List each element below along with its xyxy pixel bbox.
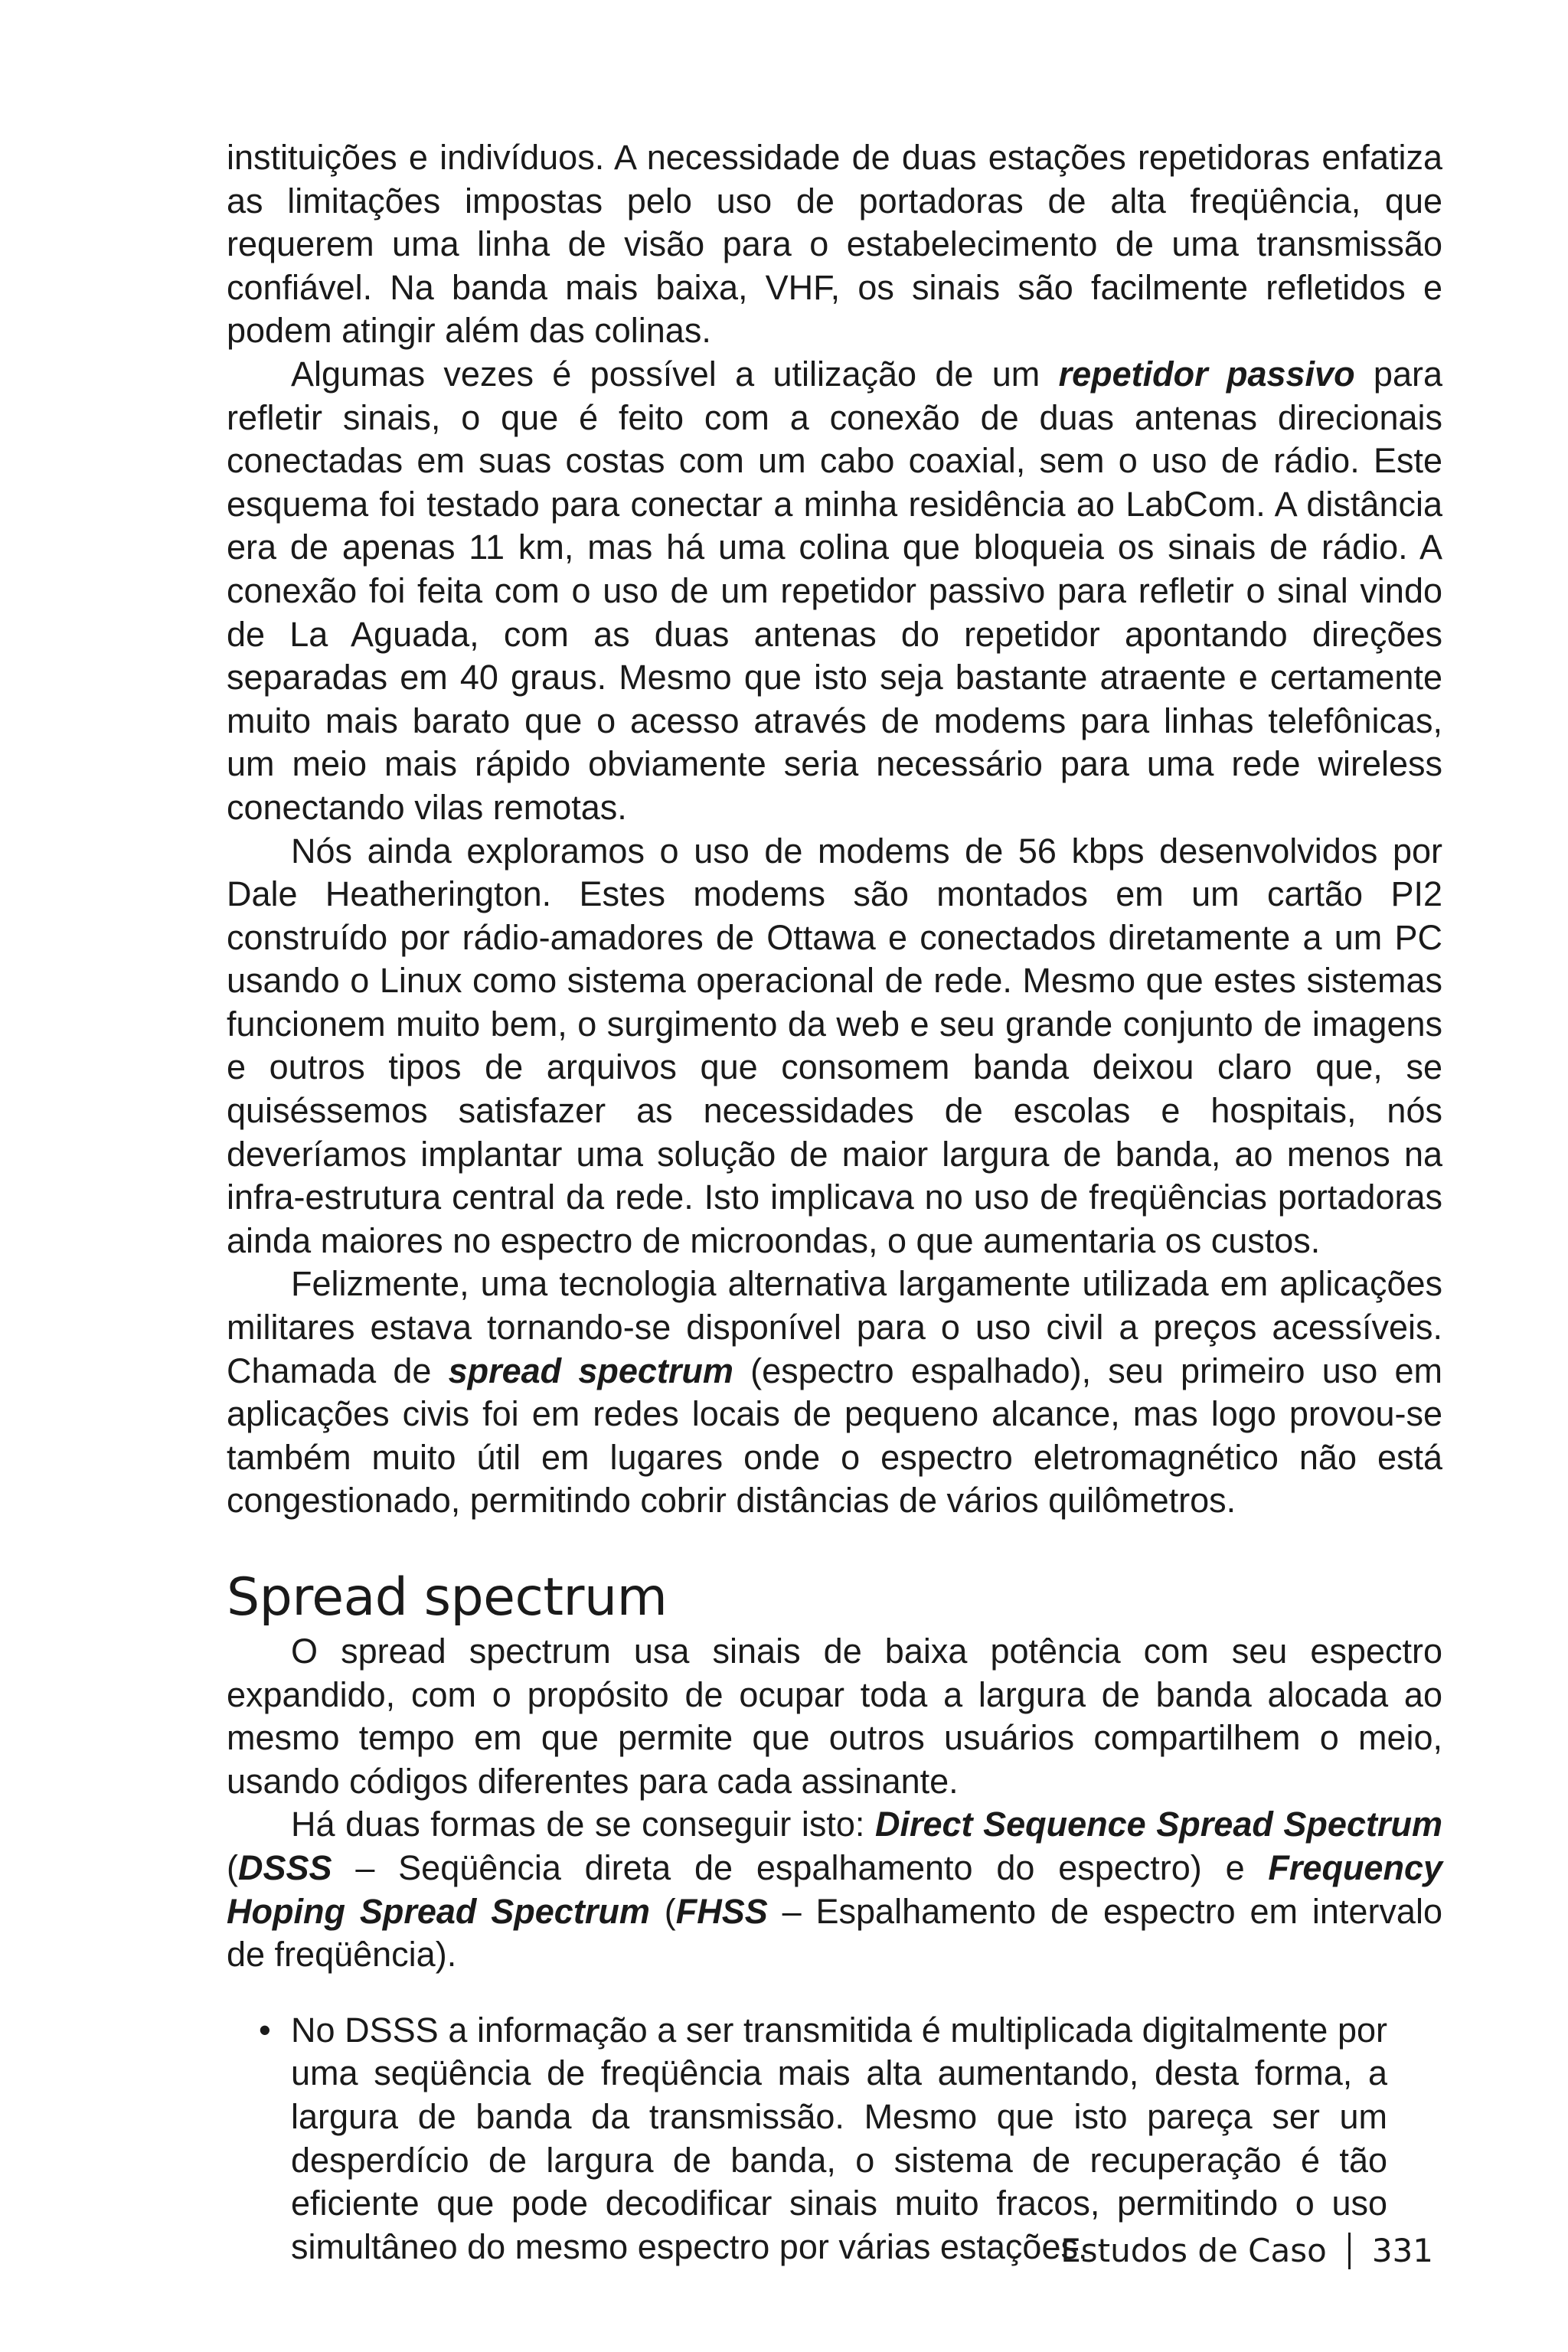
paragraph-6 <box>227 1803 1442 1976</box>
term-repetidor-passivo: repetidor passivo <box>1058 354 1355 394</box>
term-spread-spectrum: spread spectrum <box>448 1351 733 1390</box>
paragraph-5: O spread spectrum usa sinais de baixa potência com seu espectro expandido, com o propósito de ocupar toda a largura de banda alocada ao mesmo tempo em que permite que outros usuários compartilhem o meio, usando códigos diferentes para cada assinante. <box>227 1632 1442 1801</box>
paragraph-4 <box>227 1263 1442 1523</box>
paragraph-6-text-a: Há duas formas de se conseguir isto: <box>291 1805 875 1844</box>
paragraph-3: Nós ainda exploramos o uso de modems de 56 kbps desenvolvidos por Dale Heatherington. Estes modems são montados em um cartão PI2 construído por rádio-amadores de Ottawa e conectados diretamente a um PC usando o Linux como sistema operacional de rede. Mesmo que estes sistemas funcionem muito bem, o surgimento da web e seu grande conjunto de imagens e outros tipos de arquivos que consomem banda deixou claro que, se quiséssemos satisfazer as necessidades de escolas e hospitais, nós deveríamos implantar uma solução de maior largura de banda, ao menos na infra-estrutura central da rede. Isto implicava no uso de freqüências portadoras ainda maiores no espectro de microondas, o que aumentaria os custos. <box>227 831 1442 1260</box>
paragraph-6-text-e: – Seqüência direta de espalhamento do espectro) e <box>332 1847 1269 1887</box>
footer-divider <box>1348 2233 1351 2269</box>
page-footer <box>1060 2230 1433 2272</box>
paragraph-2 <box>227 353 1442 830</box>
term-fhss: FHSS <box>675 1891 768 1931</box>
paragraph-6-text-g: ( <box>649 1891 676 1931</box>
bullet-icon: • <box>259 2010 271 2050</box>
term-fhss-full: Frequency Hoping Spread Spectrum <box>227 1847 1442 1931</box>
paragraph-2-text-c: para refletir sinais, o que é feito com a conexão de duas antenas direcionais conectadas em suas costas com um cabo coaxial, sem o uso de rádio. Este esquema foi testado para conectar a minha residência ao LabCom. A distância era de apenas 11 km, mas há uma colina que bloqueia os sinais de rádio. A conexão foi feita com o uso de um repetidor passivo para refletir o sinal vindo de La Aguada, com as duas antenas do repetidor apontando direções separadas em 40 graus. Mesmo que isto seja bastante atraente e certamente muito mais barato que o acesso através de modems para linhas telefônicas, um meio mais rápido obviamente seria necessário para uma rede wireless conectando vilas remotas. <box>227 354 1442 827</box>
paragraph-4-text-c: (espectro espalhado), seu primeiro uso em aplicações civis foi em redes locais de pequeno alcance, mas logo provou-se também muito útil em lugares onde o espectro eletromagnético não está congestionado, permitindo cobrir distâncias de vários quilômetros. <box>227 1351 1443 1521</box>
section-heading: Spread spectrum <box>227 1567 668 1628</box>
term-dsss: DSSS <box>238 1847 332 1887</box>
page-number: 331 <box>1371 2232 1433 2269</box>
paragraph-2-text-a: Algumas vezes é possível a utilização de um <box>291 354 1059 394</box>
list-item-text: No DSSS a informação a ser transmitida é multiplicada digitalmente por uma seqüência de freqüência mais alta aumentando, desta forma, a largura de banda da transmissão. Mesmo que isto pareça ser um desperdício de largura de banda, o sistema de recuperação é tão eficiente que pode decodificar sinais muito fracos, permitindo o uso simultâneo do mesmo espectro por várias estações. <box>291 2010 1387 2266</box>
body-text <box>227 136 1442 2269</box>
paragraph-1: instituições e indivíduos. A necessidade de duas estações repetidoras enfatiza as limitações impostas pelo uso de portadoras de alta freqüência, que requerem uma linha de visão para o estabelecimento de uma transmissão confiável. Na banda mais baixa, VHF, os sinais são facilmente refletidos e podem atingir além das colinas. <box>227 138 1442 351</box>
paragraph-4-text-a: Felizmente, uma tecnologia alternativa largamente utilizada em aplicações militares estava tornando-se disponível para o uso civil a preços acessíveis. Chamada de <box>227 1264 1442 1390</box>
paragraph-6-text-c: ( <box>227 1847 238 1887</box>
footer-chapter-title: Estudos de Caso <box>1060 2232 1327 2269</box>
term-dsss-full: Direct Sequence Spread Spectrum <box>874 1805 1442 1844</box>
paragraph-6-text-i: – Espalhamento de espectro em intervalo de freqüência). <box>227 1891 1442 1975</box>
